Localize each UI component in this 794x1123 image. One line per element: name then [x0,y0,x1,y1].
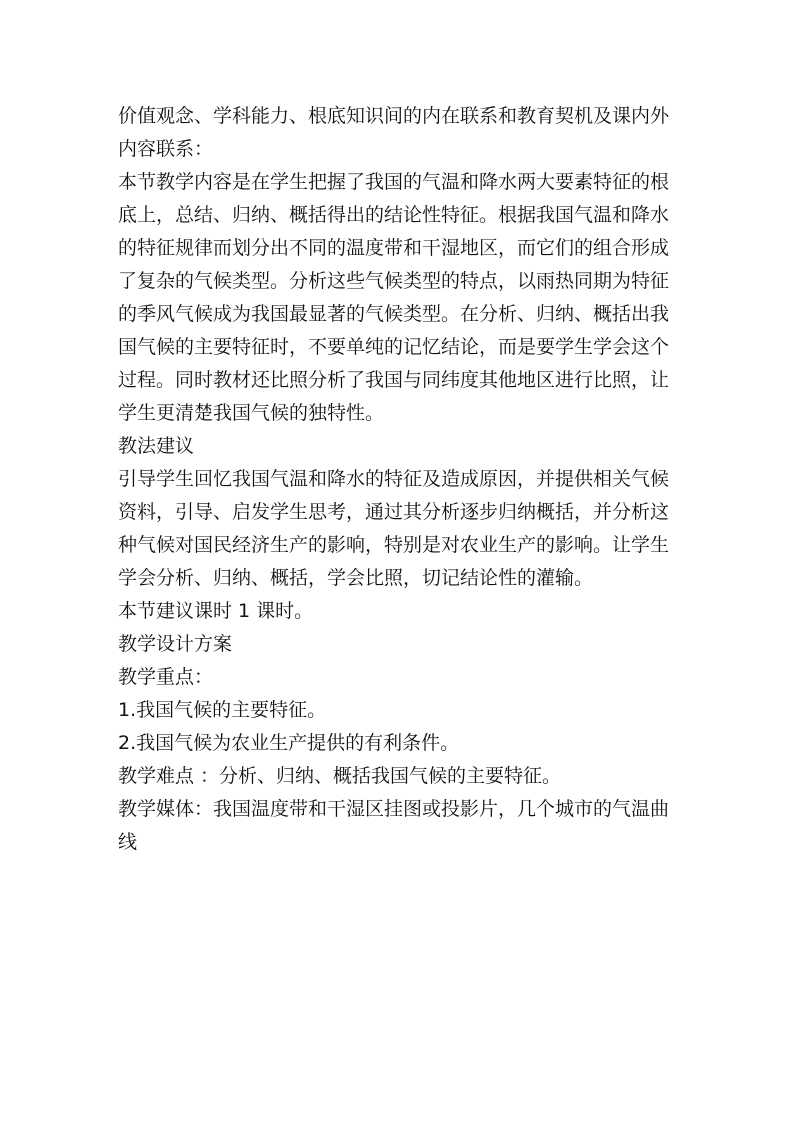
paragraph-teaching-content: 本节教学内容是在学生把握了我国的气温和降水两大要素特征的根底上，总结、归纳、概括得出的结论性特征。根据我国气温和降水的特征规律而划分出不同的温度带和干湿地区，而它们的组合形成了复杂的气候类型。分析这些气候类型的特点，以雨热同期为特征的季风气候成为我国最显著的气候类型。在分析、归纳、概括出我国气候的主要特征时，不要单纯的记忆结论，而是要学生学会这个过程。同时教材还比照分析了我国与同纬度其他地区进行比照，让学生更清楚我国气候的独特性。 [118,171,670,424]
paragraph-teaching-method: 引导学生回忆我国气温和降水的特征及造成原因，并提供相关气候资料，引导、启发学生思考，通过其分析逐步归纳概括，并分析这种气候对国民经济生产的影响，特别是对农业生产的影响。让学生学会分析、归纳、概括，学会比照，切记结论性的灌输。 [118,468,670,589]
paragraph-value-concepts: 价值观念、学科能力、根底知识间的内在联系和教育契机及课内外内容联系： [118,105,670,160]
heading-design-plan: 教学设计方案 [118,633,233,655]
document-body [118,100,678,859]
paragraph-class-hours: 本节建议课时 1 课时。 [118,600,314,622]
list-item-key-point-2: 2.我国气候为农业生产提供的有利条件。 [118,732,460,754]
paragraph-teaching-media: 教学媒体：我国温度带和干湿区挂图或投影片，几个城市的气温曲线 [118,798,670,853]
list-item-key-point-1: 1.我国气候的主要特征。 [118,699,327,721]
heading-key-points: 教学重点： [118,666,214,688]
heading-teaching-suggestions: 教法建议 [118,435,195,457]
paragraph-difficult-points: 教学难点 ：分析、归纳、概括我国气候的主要特征。 [118,765,562,787]
